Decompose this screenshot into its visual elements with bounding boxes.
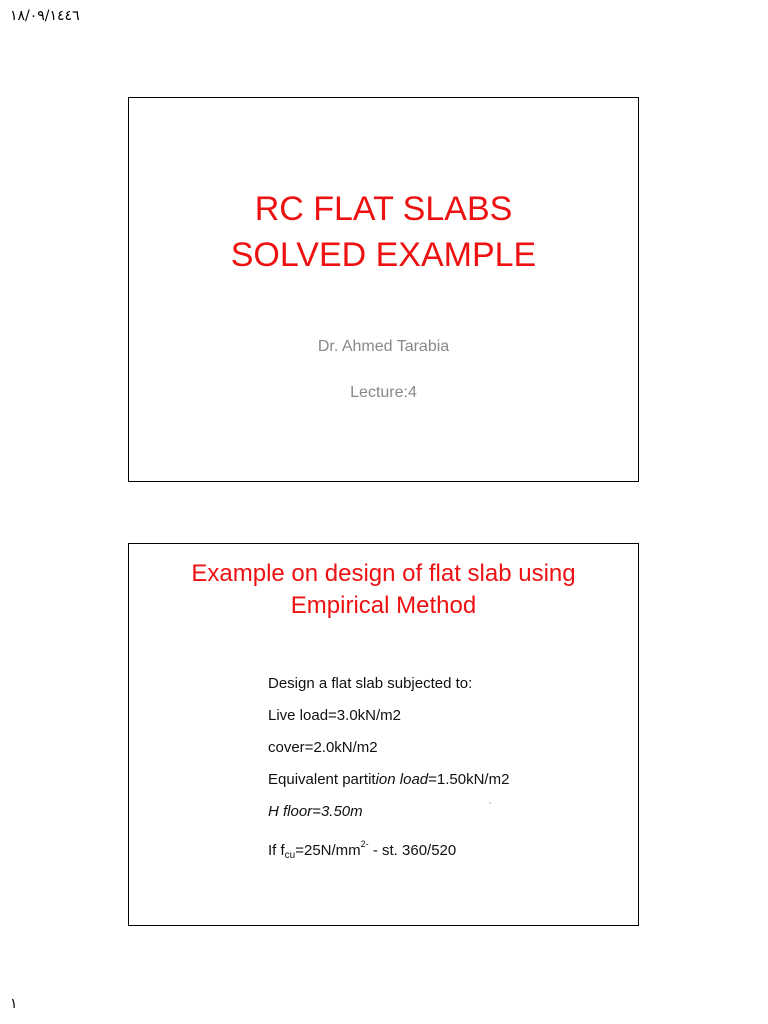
example-title bbox=[129, 558, 638, 622]
page-number: ١ bbox=[10, 996, 18, 1012]
slide-title bbox=[129, 186, 638, 278]
title-slide bbox=[128, 97, 639, 482]
cover-line: cover=2.0kN/m2 bbox=[268, 739, 378, 756]
floor-height-text: H floor=3.50m bbox=[268, 803, 363, 820]
partition-prefix: Equivalent partit bbox=[268, 771, 376, 788]
partition-italic: ion load bbox=[375, 771, 429, 788]
fcu-superscript: 2- bbox=[360, 839, 369, 849]
floor-height-line bbox=[268, 796, 509, 828]
example-title-line-2: Empirical Method bbox=[290, 592, 477, 619]
partition-load-line bbox=[268, 764, 509, 796]
slide-title-line-2: SOLVED EXAMPLE bbox=[230, 236, 537, 274]
lecture-number: Lecture:4 bbox=[350, 384, 417, 401]
problem-statement bbox=[268, 668, 509, 860]
fcu-subscript: cu bbox=[284, 850, 296, 861]
steel-grade: - st. 360/520 bbox=[368, 842, 457, 859]
fcu-value: =25N/mm bbox=[295, 842, 361, 859]
page-date: ١٨/٠٩/١٤٤٦ bbox=[10, 8, 80, 24]
live-load-line: Live load=3.0kN/m2 bbox=[268, 707, 401, 724]
slide-title-line-1: RC FLAT SLABS bbox=[254, 190, 513, 228]
example-slide bbox=[128, 543, 639, 926]
author-name: Dr. Ahmed Tarabia bbox=[317, 338, 450, 355]
concrete-strength-line bbox=[268, 828, 509, 860]
example-title-line-1: Example on design of flat slab using bbox=[191, 560, 576, 587]
scan-speck bbox=[489, 802, 491, 804]
problem-intro: Design a flat slab subjected to: bbox=[268, 675, 473, 692]
fcu-prefix: If f bbox=[268, 842, 285, 859]
partition-suffix: =1.50kN/m2 bbox=[428, 771, 510, 788]
